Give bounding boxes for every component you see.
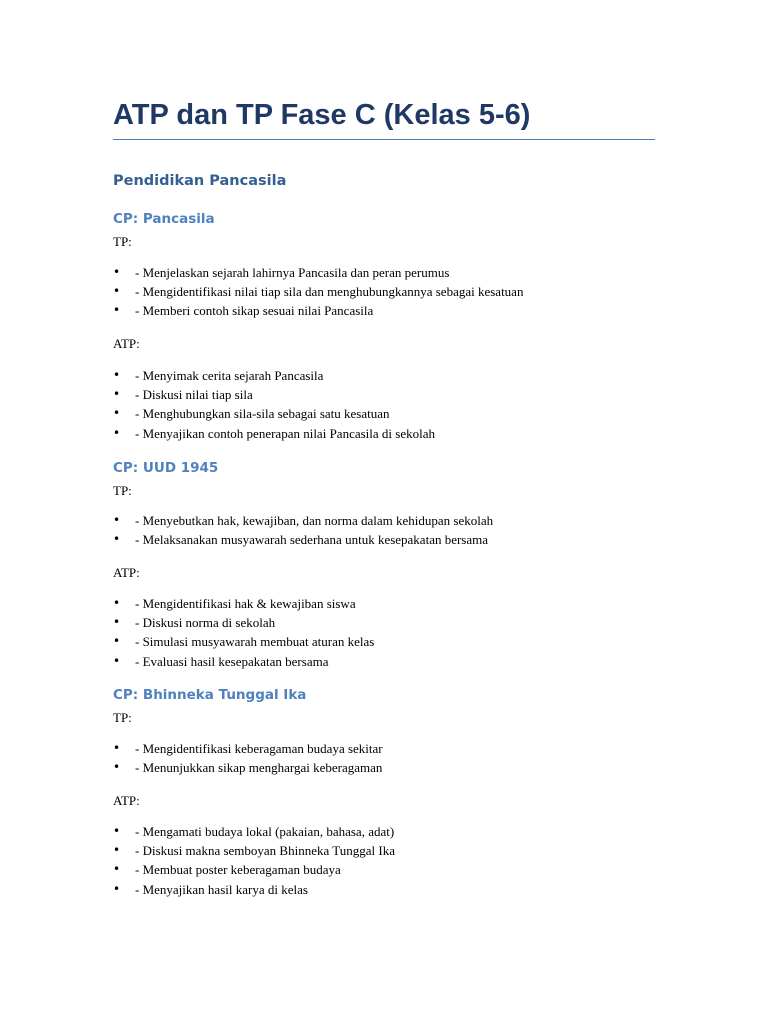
atp-label: ATP:	[113, 565, 140, 580]
bullet-icon: •	[113, 862, 121, 877]
atp-label: ATP:	[113, 793, 140, 808]
list-item: • - Menyajikan contoh penerapan nilai Pancasila di sekolah	[113, 424, 435, 443]
atp-list	[113, 822, 395, 899]
atp-list	[113, 594, 374, 671]
bullet-icon: •	[113, 881, 121, 896]
cp-heading-bhinneka-tunggal-ika: CP: Bhinneka Tunggal Ika	[113, 687, 307, 703]
bullet-icon: •	[113, 760, 121, 775]
bullet-icon: •	[113, 741, 121, 755]
list-item: • - Mengidentifikasi keberagaman budaya sekitar	[113, 739, 383, 758]
list-item: • - Simulasi musyawarah membuat aturan kelas	[113, 632, 374, 651]
list-item: • - Menyimak cerita sejarah Pancasila	[113, 366, 435, 385]
bullet-icon: •	[113, 303, 121, 318]
atp-label: ATP:	[113, 336, 140, 351]
bullet-icon: •	[113, 368, 121, 382]
bullet-icon: •	[113, 387, 121, 402]
bullet-icon: •	[113, 406, 121, 421]
bullet-icon: •	[113, 615, 121, 630]
list-item: • - Menghubungkan sila-sila sebagai satu kesatuan	[113, 404, 435, 423]
bullet-icon: •	[113, 513, 121, 527]
list-item: • - Menyebutkan hak, kewajiban, dan norma dalam kehidupan sekolah	[113, 511, 493, 530]
bullet-icon: •	[113, 653, 121, 668]
document-body	[113, 95, 655, 897]
tp-label: TP:	[113, 483, 132, 498]
document-title: ATP dan TP Fase C (Kelas 5-6)	[113, 95, 655, 140]
list-item: • - Diskusi nilai tiap sila	[113, 385, 435, 404]
bullet-icon: •	[113, 824, 121, 838]
list-item: • - Menunjukkan sikap menghargai keberagaman	[113, 758, 383, 777]
list-item: • - Membuat poster keberagaman budaya	[113, 860, 395, 879]
tp-list	[113, 739, 383, 777]
tp-label: TP:	[113, 234, 132, 249]
tp-list	[113, 511, 493, 549]
list-item: • - Diskusi norma di sekolah	[113, 613, 374, 632]
list-item: • - Mengamati budaya lokal (pakaian, bahasa, adat)	[113, 822, 395, 841]
cp-heading-uud-1945: CP: UUD 1945	[113, 460, 219, 476]
bullet-icon: •	[113, 425, 121, 440]
list-item: • - Memberi contoh sikap sesuai nilai Pancasila	[113, 301, 523, 320]
bullet-icon: •	[113, 265, 121, 279]
list-item: • - Menyajikan hasil karya di kelas	[113, 880, 395, 899]
list-item: • - Diskusi makna semboyan Bhinneka Tunggal Ika	[113, 841, 395, 860]
list-item: • - Melaksanakan musyawarah sederhana untuk kesepakatan bersama	[113, 530, 493, 549]
bullet-icon: •	[113, 596, 121, 610]
list-item: • - Evaluasi hasil kesepakatan bersama	[113, 652, 374, 671]
tp-label: TP:	[113, 710, 132, 725]
bullet-icon: •	[113, 284, 121, 299]
bullet-icon: •	[113, 532, 121, 547]
bullet-icon: •	[113, 843, 121, 858]
list-item: • - Mengidentifikasi nilai tiap sila dan menghubungkannya sebagai kesatuan	[113, 282, 523, 301]
cp-heading-pancasila: CP: Pancasila	[113, 211, 215, 227]
list-item: • - Menjelaskan sejarah lahirnya Pancasila dan peran perumus	[113, 263, 523, 282]
tp-list	[113, 263, 523, 321]
list-item: • - Mengidentifikasi hak & kewajiban siswa	[113, 594, 374, 613]
bullet-icon: •	[113, 634, 121, 649]
atp-list	[113, 366, 435, 443]
subject-heading: Pendidikan Pancasila	[113, 173, 287, 189]
